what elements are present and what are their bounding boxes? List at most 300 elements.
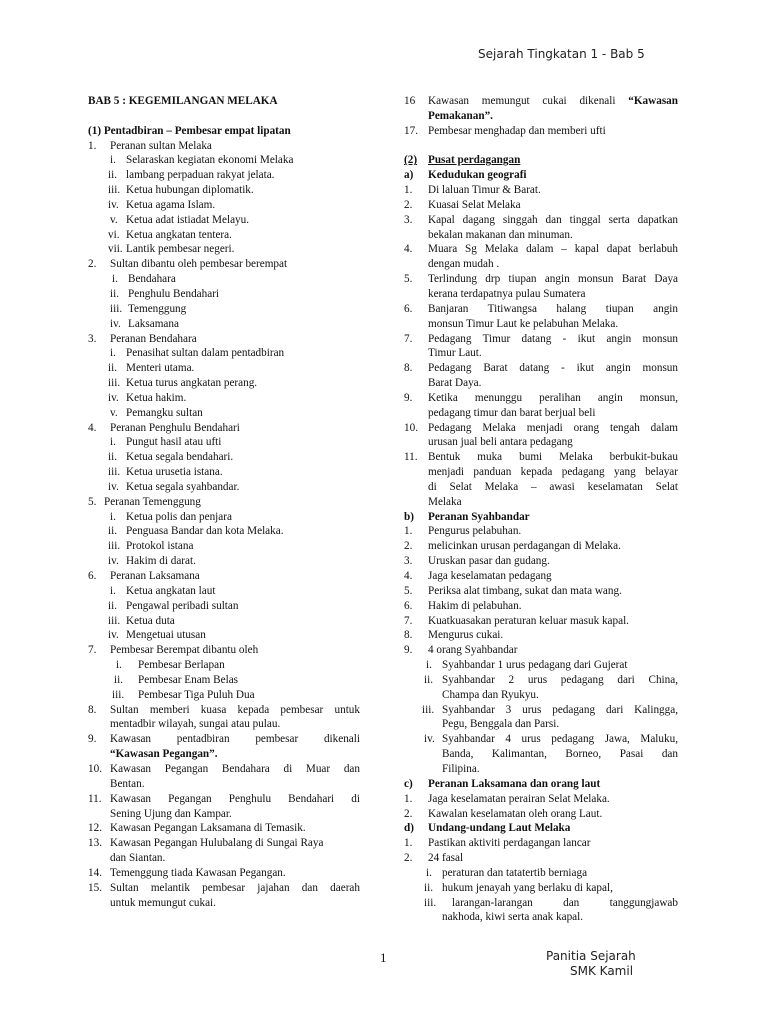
line-text: Pengurus pelabuhan. <box>428 525 522 538</box>
line-text: Filipina. <box>442 762 480 775</box>
text-line <box>88 153 360 168</box>
line-text: pedagang timur dan barat berjual beli <box>428 406 596 419</box>
text-line <box>88 183 360 198</box>
list-marker: i. <box>110 510 116 523</box>
text-line <box>404 569 678 584</box>
list-marker: 2. <box>404 198 413 211</box>
line-text: Muara Sg Melaka dalam – kapal dapat berlabuh <box>428 243 678 256</box>
list-marker: ii. <box>114 673 124 686</box>
list-marker: 13. <box>88 837 102 850</box>
list-marker: ii. <box>110 287 120 300</box>
line-text: Ketua duta <box>126 614 175 627</box>
text-line <box>404 272 678 287</box>
text-line <box>88 139 360 154</box>
text-line <box>88 406 360 421</box>
text-line <box>88 614 360 629</box>
text-line <box>88 94 360 109</box>
line-text: Selaraskan kegiatan ekonomi Melaka <box>126 154 294 167</box>
line-text: dengan mudah . <box>428 258 500 271</box>
text-line <box>404 213 678 228</box>
line-text: Ketua turus angkatan perang. <box>126 377 258 390</box>
text-line <box>88 703 360 718</box>
line-text: Pemangku sultan <box>126 406 203 419</box>
list-marker: 1. <box>404 184 413 197</box>
text-line <box>404 554 678 569</box>
text-line <box>88 732 360 747</box>
line-text: Bendahara <box>128 273 176 286</box>
list-marker: 9. <box>88 733 97 746</box>
line-text: “Kawasan Pegangan”. <box>110 748 218 761</box>
line-text: kerana terdapatnya pulau Sumatera <box>428 287 586 300</box>
text-line <box>404 628 678 643</box>
line-text: Kawasan Pegangan Bendahara di Muar dan <box>110 762 360 775</box>
list-marker: 10. <box>88 762 102 775</box>
text-line <box>88 391 360 406</box>
list-marker: ii. <box>424 881 434 894</box>
line-text: Kapal dagang singgah dan tinggal serta dapatkan <box>428 213 678 226</box>
line-text: Jaga keselamatan pedagang <box>428 570 552 582</box>
text-line <box>88 628 360 643</box>
line-text: Penguasa Bandar dan kota Melaka. <box>126 525 284 538</box>
list-marker: vi. <box>108 228 120 241</box>
line-text: Ketua angkatan laut <box>126 584 216 597</box>
list-marker: 5. <box>404 584 413 597</box>
text-line <box>88 866 360 881</box>
list-marker: a) <box>404 169 414 182</box>
line-text: Uruskan pasar dan gudang. <box>428 555 550 568</box>
text-line <box>404 198 678 213</box>
text-line <box>404 480 678 495</box>
text-line <box>88 198 360 213</box>
line-text: Terlindung drp tiupan angin monsun Barat Daya <box>428 273 678 286</box>
list-marker: 3. <box>404 555 413 568</box>
text-line <box>88 807 360 822</box>
blank-line <box>404 139 678 154</box>
line-text: Pembesar menghadap dan memberi ufti <box>428 124 606 137</box>
list-marker: 10. <box>404 421 418 434</box>
line-text: Sultan memberi kuasa kepada pembesar untuk <box>110 703 360 716</box>
text-line <box>404 747 678 762</box>
list-marker: 7. <box>404 332 413 345</box>
line-text: Penghulu Bendahari <box>128 287 220 300</box>
list-marker: v. <box>110 213 118 226</box>
line-text: peraturan dan tatatertib berniaga <box>442 866 588 879</box>
list-marker: 2. <box>404 540 413 553</box>
text-line <box>404 688 678 703</box>
line-text: 24 fasal <box>428 852 464 865</box>
line-text: Ketua agama Islam. <box>126 198 216 211</box>
text-line <box>404 109 678 124</box>
list-marker: i. <box>110 436 116 449</box>
list-marker: i. <box>116 659 122 672</box>
text-line <box>404 866 678 881</box>
list-marker: vii. <box>108 243 123 256</box>
text-line <box>88 242 360 257</box>
line-text: Syahbandar 4 urus pedagang Jawa, Maluku, <box>442 733 678 746</box>
text-line <box>88 435 360 450</box>
list-marker: iv. <box>108 629 119 642</box>
line-text: Syahbandar 3 urus pedagang dari Kalingga, <box>442 703 678 716</box>
line-text: Kawasan memungut cukai dikenali “Kawasan <box>428 95 678 107</box>
list-marker: 12. <box>88 822 102 835</box>
line-text: Kedudukan geografi <box>428 169 527 182</box>
line-text: melicinkan urusan perdagangan di Melaka. <box>428 540 621 553</box>
list-marker: iii. <box>108 184 121 197</box>
text-line <box>88 332 360 347</box>
text-line <box>404 524 678 539</box>
text-line <box>404 658 678 673</box>
text-line <box>404 732 678 747</box>
list-marker: i. <box>112 273 118 286</box>
page-number: 1 <box>380 950 387 965</box>
text-line <box>88 302 360 317</box>
list-marker: ii. <box>108 451 118 464</box>
list-marker: d) <box>404 822 414 835</box>
line-text: Kawasan Pegangan Hulubalang di Sungai Raya <box>110 837 324 850</box>
line-text: Peranan Penghulu Bendahari <box>110 421 240 434</box>
line-text: Temenggung tiada Kawasan Pegangan. <box>110 866 286 879</box>
list-marker: v. <box>110 406 118 419</box>
line-text: lambang perpaduan rakyat jelata. <box>126 169 275 182</box>
line-text: nakhoda, kiwi serta anak kapal. <box>442 911 584 924</box>
list-marker: 6. <box>404 302 413 315</box>
list-marker: iii. <box>108 540 121 553</box>
list-marker: 1. <box>404 525 413 538</box>
line-text: Peranan Laksamana <box>110 570 200 582</box>
text-line <box>88 495 360 510</box>
text-line <box>88 228 360 243</box>
line-text: Pedagang Melaka menjadi orang tengah dalam <box>428 421 678 434</box>
text-line <box>88 673 360 688</box>
text-line <box>404 510 678 525</box>
text-line <box>404 762 678 777</box>
line-text: Menteri utama. <box>126 362 195 375</box>
line-text: Pembesar Tiga Puluh Dua <box>138 688 255 701</box>
list-marker: iii. <box>108 466 121 479</box>
text-line <box>88 747 360 762</box>
list-marker: i. <box>110 347 116 360</box>
line-text: Kawasan pentadbiran pembesar dikenali <box>110 733 360 746</box>
list-marker: iii. <box>422 703 435 716</box>
text-line <box>88 762 360 777</box>
list-marker: 11. <box>88 792 102 805</box>
text-line <box>88 376 360 391</box>
bold-term: “Kawasan <box>628 95 678 107</box>
text-line <box>88 554 360 569</box>
line-text: Di laluan Timur & Barat. <box>428 184 541 197</box>
list-marker: 9. <box>404 391 413 404</box>
text-line <box>88 524 360 539</box>
line-text: Pembesar Enam Belas <box>138 673 239 686</box>
text-line <box>88 881 360 896</box>
text-line <box>404 376 678 391</box>
list-marker: 8. <box>404 629 413 642</box>
line-text: Temenggung <box>128 302 187 315</box>
right-column <box>404 94 678 925</box>
list-marker: iii. <box>112 688 125 701</box>
line-text: Ketua segala syahbandar. <box>126 480 240 493</box>
text-line <box>404 302 678 317</box>
text-line <box>404 896 678 911</box>
line-text: Kawasan Pegangan Laksamana di Temasik. <box>110 822 306 835</box>
text-line <box>404 406 678 421</box>
text-line <box>404 717 678 732</box>
list-marker: i. <box>426 866 432 879</box>
line-text: Banda, Kalimantan, Borneo, Pasai dan <box>442 748 678 761</box>
line-text: Jaga keselamatan perairan Selat Melaka. <box>428 792 610 805</box>
line-text: Pegu, Benggala dan Parsi. <box>442 718 560 731</box>
line-text: larangan-larangan dan tanggungjawab <box>452 896 678 909</box>
text-line <box>88 569 360 584</box>
text-line <box>404 421 678 436</box>
list-marker: 6. <box>404 599 413 612</box>
line-text: Syahbandar 1 urus pedagang dari Gujerat <box>442 659 628 672</box>
line-text: Pengawal peribadi sultan <box>126 599 239 612</box>
line-text: Timur Laut. <box>428 347 482 360</box>
list-marker: iii. <box>108 377 121 390</box>
text-line <box>88 168 360 183</box>
list-marker: iv. <box>108 391 119 404</box>
line-text: 4 orang Syahbandar <box>428 644 518 657</box>
line-text: Lantik pembesar negeri. <box>126 243 235 256</box>
line-text: Ketua urusetia istana. <box>126 466 223 479</box>
left-column <box>88 94 360 910</box>
text-line <box>88 465 360 480</box>
text-line <box>88 836 360 851</box>
line-text: Ketika menunggu peralihan angin monsun, <box>428 391 678 404</box>
list-marker: ii. <box>108 362 118 375</box>
line-text: Undang-undang Laut Melaka <box>428 822 571 835</box>
line-text: hukum jenayah yang berlaku di kapal, <box>442 881 613 894</box>
text-line <box>88 272 360 287</box>
list-marker: i. <box>426 659 432 672</box>
line-text: Kuatkuasakan peraturan keluar masuk kapal. <box>428 614 629 627</box>
list-marker: 1. <box>404 837 413 850</box>
line-text: Sultan melantik pembesar jajahan dan daerah <box>110 881 360 894</box>
line-text: Peranan Temenggung <box>104 495 201 508</box>
line-text: Bentan. <box>110 777 145 790</box>
text-line <box>88 599 360 614</box>
text-line <box>88 124 360 139</box>
text-line <box>88 821 360 836</box>
line-text: Ketua adat istiadat Melayu. <box>126 213 250 226</box>
text-line <box>404 792 678 807</box>
text-line <box>88 851 360 866</box>
list-marker: 3. <box>404 213 413 226</box>
list-marker: c) <box>404 777 413 790</box>
line-text: Ketua segala bendahari. <box>126 451 234 464</box>
list-marker: iv. <box>110 317 121 330</box>
text-line <box>88 421 360 436</box>
text-line <box>404 450 678 465</box>
list-marker: iv. <box>108 555 119 568</box>
line-text: Champa dan Ryukyu. <box>442 688 539 701</box>
list-marker: 4. <box>88 421 97 434</box>
list-marker: ii. <box>108 599 118 612</box>
running-header: Sejarah Tingkatan 1 - Bab 5 <box>478 47 645 61</box>
line-text: bekalan makanan dan minuman. <box>428 228 573 241</box>
text-line <box>404 332 678 347</box>
text-line <box>404 391 678 406</box>
list-marker: iii. <box>108 614 121 627</box>
line-text: Barat Daya. <box>428 377 482 390</box>
line-text: Pedagang Timur datang - ikut angin monsun <box>428 332 678 345</box>
list-marker: 7. <box>404 614 413 627</box>
text-line <box>404 673 678 688</box>
text-line <box>88 361 360 376</box>
list-marker: 6. <box>88 570 97 582</box>
line-text: Kuasai Selat Melaka <box>428 198 521 211</box>
line-text: Penasihat sultan dalam pentadbiran <box>126 347 285 360</box>
text-line <box>88 287 360 302</box>
line-text: Bentuk muka bumi Melaka berbukit-bukau <box>428 451 678 464</box>
list-marker: 4. <box>404 243 413 256</box>
text-line <box>404 495 678 510</box>
text-line <box>404 599 678 614</box>
list-marker: 9. <box>404 644 413 657</box>
line-text: Kawalan keselamatan oleh orang Laut. <box>428 807 603 820</box>
line-text: Ketua hubungan diplomatik. <box>126 184 254 197</box>
text-line <box>88 450 360 465</box>
line-text: Pungut hasil atau ufti <box>126 436 222 449</box>
line-text: Pedagang Barat datang - ikut angin monsun <box>428 362 678 375</box>
list-marker: ii. <box>108 169 118 182</box>
text-line <box>88 688 360 703</box>
line-text: Periksa alat timbang, sukat dan mata wang. <box>428 584 622 597</box>
text-line <box>88 213 360 228</box>
line-text: Kawasan Pegangan Penghulu Bendahari di <box>110 792 360 805</box>
line-text: BAB 5 : KEGEMILANGAN MELAKA <box>88 95 278 107</box>
text-line <box>88 777 360 792</box>
text-line <box>88 539 360 554</box>
line-text: Mengetuai utusan <box>126 629 206 642</box>
line-text: Hakim di darat. <box>126 555 196 568</box>
list-marker: ii. <box>424 673 434 686</box>
list-marker: 2. <box>88 258 97 271</box>
line-text: monsun Timur Laut ke pelabuhan Melaka. <box>428 317 619 330</box>
text-line <box>404 94 678 109</box>
list-marker: 7. <box>88 644 97 657</box>
text-line <box>88 792 360 807</box>
text-line <box>88 346 360 361</box>
line-text: Melaka <box>428 495 462 508</box>
text-line <box>88 896 360 911</box>
list-marker: 16 <box>404 95 416 107</box>
line-text: Hakim di pelabuhan. <box>428 599 522 612</box>
text-line <box>404 851 678 866</box>
footer-department: Panitia Sejarah <box>546 949 636 963</box>
line-text: Pemakanan”. <box>428 109 493 122</box>
line-text: Sening Ujung dan Kampar. <box>110 807 232 820</box>
list-marker: iv. <box>108 198 119 211</box>
text-line <box>404 910 678 925</box>
list-marker: i. <box>110 584 116 597</box>
list-marker: 17. <box>404 124 418 137</box>
line-text: Pembesar Berempat dibantu oleh <box>110 644 259 657</box>
text-line <box>404 228 678 243</box>
text-line <box>88 717 360 732</box>
list-marker: 3. <box>88 332 97 345</box>
text-line <box>88 317 360 332</box>
line-text: Pastikan aktiviti perdagangan lancar <box>428 837 591 850</box>
line-text: Syahbandar 2 urus pedagang dari China, <box>442 673 678 686</box>
line-text: Ketua polis dan penjara <box>126 510 232 523</box>
line-text: mentadbir wilayah, sungai atau pulau. <box>110 718 281 731</box>
text-line <box>404 807 678 822</box>
text-line <box>404 287 678 302</box>
line-text: dan Siantan. <box>110 852 166 865</box>
list-marker: 15. <box>88 881 102 894</box>
list-marker: 2. <box>404 807 413 820</box>
text-line <box>404 346 678 361</box>
line-text: Ketua angkatan tentera. <box>126 228 232 241</box>
text-line <box>404 584 678 599</box>
list-marker: iv. <box>424 733 435 746</box>
list-marker: 4. <box>404 570 413 582</box>
list-marker: 1. <box>88 139 97 152</box>
text-line <box>404 168 678 183</box>
list-marker: 11. <box>404 451 418 464</box>
list-marker: 5. <box>404 273 413 286</box>
line-text: Sultan dibantu oleh pembesar berempat <box>110 258 288 271</box>
list-marker: b) <box>404 510 414 523</box>
text-line <box>404 881 678 896</box>
line-text: menjadi panduan kepada pedagang yang belayar <box>428 466 678 479</box>
list-marker: ii. <box>108 525 118 538</box>
text-line <box>88 658 360 673</box>
text-line <box>88 584 360 599</box>
text-line <box>404 777 678 792</box>
line-text: Pusat perdagangan <box>428 154 521 167</box>
text-line <box>404 317 678 332</box>
list-marker: 14. <box>88 866 102 879</box>
text-line <box>404 124 678 139</box>
list-marker: iii. <box>424 896 437 909</box>
list-marker: 5. <box>88 495 97 508</box>
list-marker: (2) <box>404 154 418 167</box>
line-text: urusan jual beli antara pedagang <box>428 436 573 449</box>
line-text: untuk memungut cukai. <box>110 896 216 909</box>
text-line <box>404 361 678 376</box>
line-text: Mengurus cukai. <box>428 629 504 642</box>
text-line <box>88 480 360 495</box>
footer-school: SMK Kamil <box>570 964 634 978</box>
line-text: Ketua hakim. <box>126 391 187 404</box>
text-line <box>404 257 678 272</box>
line-text: Peranan sultan Melaka <box>110 139 212 152</box>
text-line <box>88 510 360 525</box>
text-line <box>404 614 678 629</box>
text-line <box>404 465 678 480</box>
list-marker: iv. <box>108 480 119 493</box>
line-text: Pembesar Berlapan <box>138 659 225 672</box>
line-text: Peranan Bendahara <box>110 332 197 345</box>
line-text: (1) Pentadbiran – Pembesar empat lipatan <box>88 124 291 137</box>
line-text: Laksamana <box>128 317 179 330</box>
text-line <box>404 153 678 168</box>
text-line <box>404 643 678 658</box>
text-line <box>404 821 678 836</box>
text-line <box>404 539 678 554</box>
text-line <box>88 643 360 658</box>
text-line <box>404 836 678 851</box>
list-marker: 1. <box>404 792 413 805</box>
line-text: Peranan Syahbandar <box>428 510 530 523</box>
list-marker: iii. <box>110 302 123 315</box>
list-marker: 2. <box>404 852 413 865</box>
list-marker: i. <box>110 154 116 167</box>
blank-line <box>88 109 360 124</box>
